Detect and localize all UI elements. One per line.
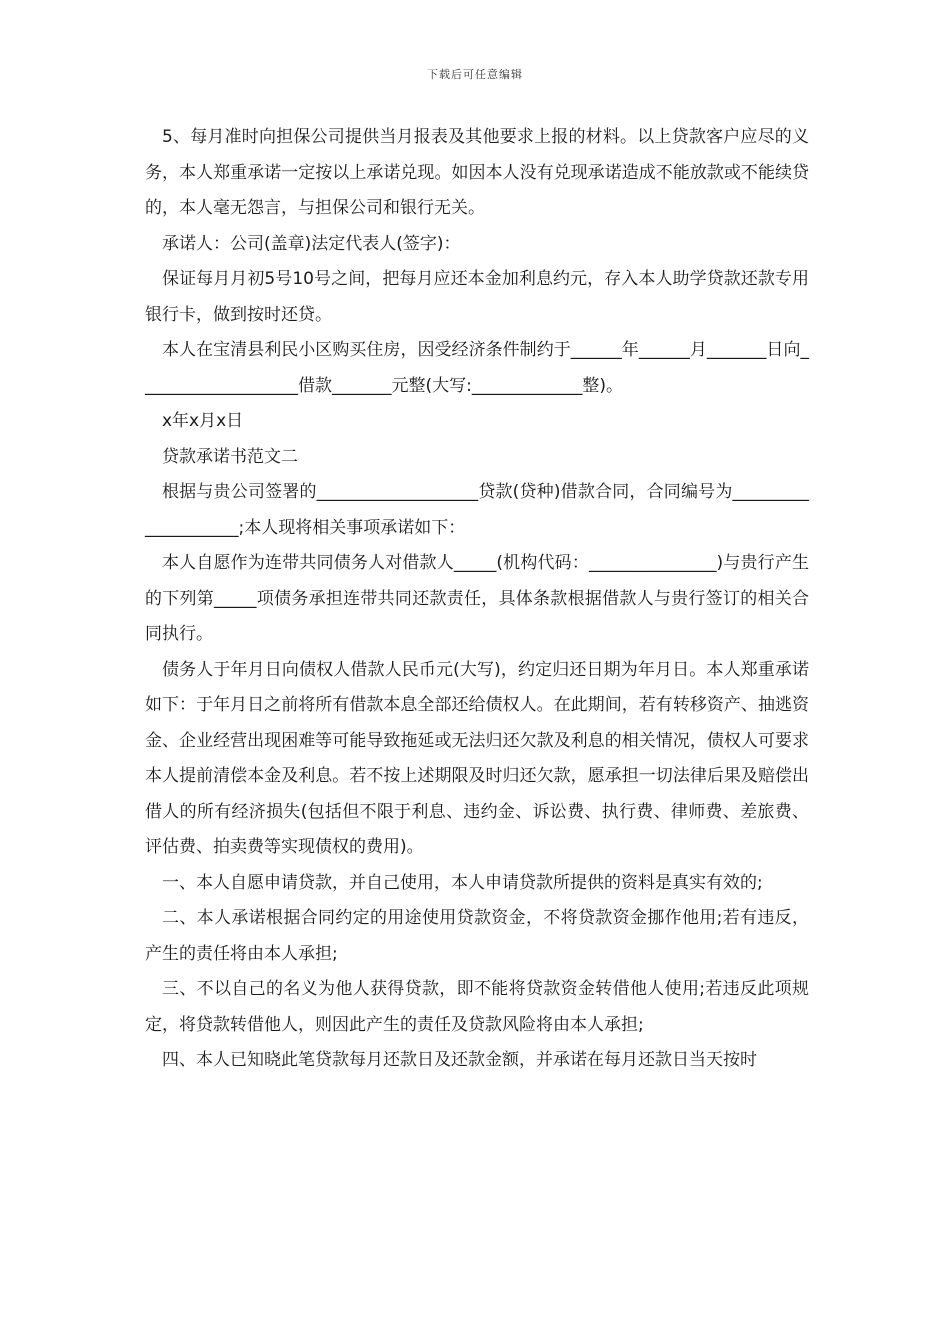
paragraph-date: x年x月x日 (162, 411, 244, 431)
paragraph-housing-loan: 本人在宝清县利民小区购买住房，因受经济条件制约于______年______月_______日向___________________借款_______元整(大写:_____________整)。 (145, 340, 809, 396)
page-header-note: 下载后可任意编辑 (427, 68, 523, 81)
document-body (145, 120, 809, 1079)
paragraph-monthly-deposit: 保证每月月初5号10号之间，把每月应还本金加利息约元，存入本人助学贷款还款专用银行卡，做到按时还贷。 (145, 269, 809, 325)
paragraph-contract-reference: 根据与贵公司签署的___________________贷款(贷种)借款合同，合同编号为____________________;本人现将相关事项承诺如下： (145, 482, 809, 538)
section-title-sample-2: 贷款承诺书范文二 (162, 446, 298, 467)
paragraph-commitment-2: 二、本人承诺根据合同约定的用途使用贷款资金，不将贷款资金挪作他用;若有违反，产生的责任将由本人承担; (145, 908, 809, 964)
paragraph-commitment-1: 一、本人自愿申请贷款，并自己使用，本人申请贷款所提供的资料是真实有效的; (162, 872, 763, 893)
paragraph-signatory: 承诺人：公司(盖章)法定代表人(签字)： (162, 233, 461, 254)
paragraph-debt-terms: 债务人于年月日向债权人借款人民币元(大写)，约定归还日期为年月日。本人郑重承诺如下：于年月日之前将所有借款本息全部还给债权人。在此期间，若有转移资产、抽逃资金、企业经营出现困难等可能导致拖延或无法归还欠款及利息的相关情况，债权人可要求本人提前清偿本金及利息。若不按上述期限及时归还欠款，愿承担一切法律后果及赔偿出借人的所有经济损失(包括但不限于利息、违约金、诉讼费、执行费、律师费、差旅费、评估费、拍卖费等实现债权的费用)。 (145, 659, 809, 857)
paragraph-commitment-3: 三、不以自己的名义为他人获得贷款，即不能将贷款资金转借他人使用;若违反此项规定，将贷款转借他人，则因此产生的责任及贷款风险将由本人承担; (145, 979, 809, 1035)
paragraph-joint-debtor: 本人自愿作为连带共同债务人对借款人_____(机构代码：_______________)与贵行产生的下列第_____项债务承担连带共同还款责任，具体条款根据借款人与贵行签订的相关合同执行。 (145, 553, 809, 644)
paragraph-commitment-4: 四、本人已知晓此笔贷款每月还款日及还款金额，并承诺在每月还款日当天按时 (162, 1050, 757, 1070)
paragraph-obligation-5: 5、每月准时向担保公司提供当月报表及其他要求上报的材料。以上贷款客户应尽的义务，本人郑重承诺一定按以上承诺兑现。如因本人没有兑现承诺造成不能放款或不能续贷的，本人毫无怨言，与担保公司和银行无关。 (145, 127, 809, 218)
